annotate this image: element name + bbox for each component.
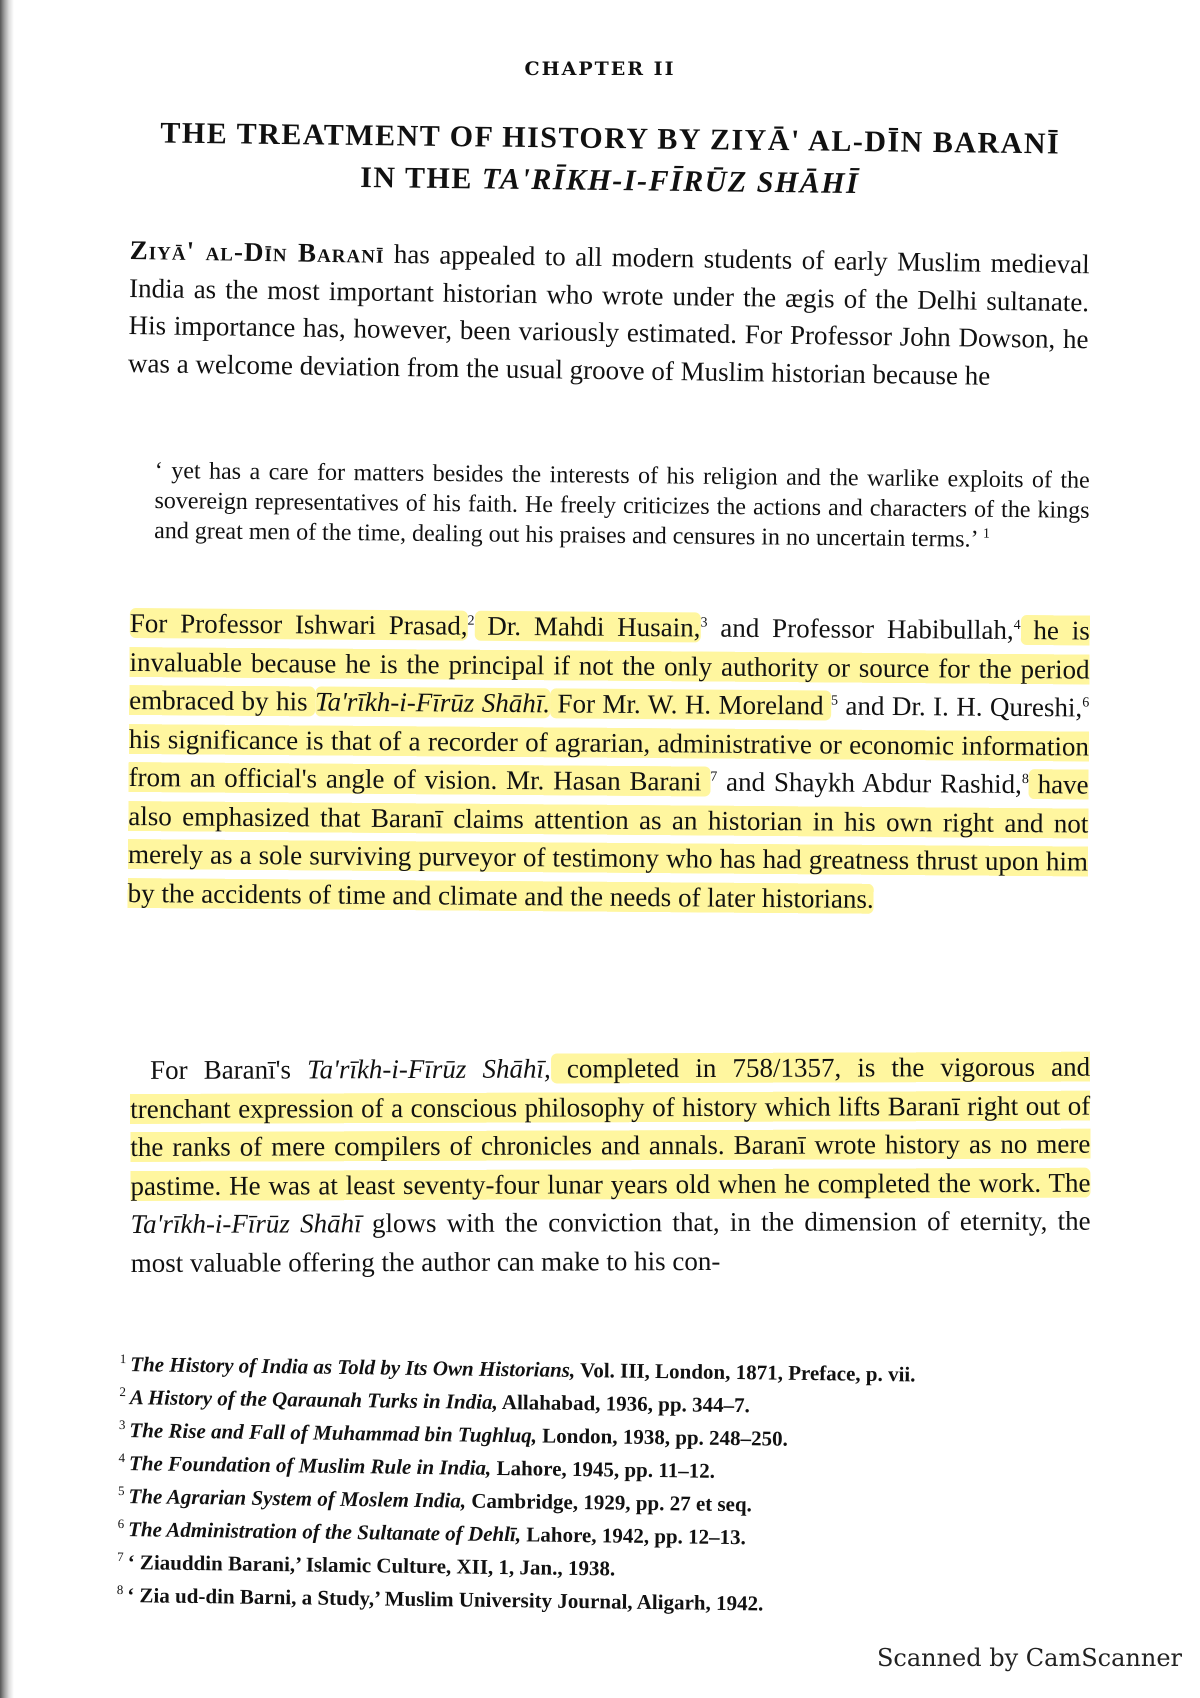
footnote-ref: 4 <box>1013 617 1021 633</box>
para2-text: For Professor Ishwari Prasad, <box>129 607 468 641</box>
footnote-details: ‘ Zia ud-din Barni, a Study,’ Muslim University Journal, Aligarh, 1942. <box>127 1583 764 1616</box>
footnote-ref: 1 <box>982 526 990 542</box>
para2-text: Dr. Mahdi Husain, <box>474 610 701 643</box>
footnotes <box>117 1345 1100 1622</box>
footnote-number: 7 <box>117 1548 124 1565</box>
para2-text: and Dr. I. H. Qureshi, <box>837 690 1083 723</box>
chapter-title <box>110 112 1111 208</box>
para2-text: he is invaluable because he is the principal if not the only authority or source for the period embraced by his <box>129 614 1090 717</box>
para2-text: his significance is that of a recorder of agrarian, administrative or economic information from an official's angle of vision. Mr. Hasan Barani <box>129 693 1090 797</box>
footnote-number: 1 <box>119 1350 127 1367</box>
footnote-number: 3 <box>118 1416 126 1433</box>
work-title: Ta'rīkh-i-Fīrūz Shāhī, <box>307 1053 551 1085</box>
footnote-details: Cambridge, 1929, pp. 27 et seq. <box>465 1488 753 1517</box>
para3-text: For Baranī's <box>150 1054 308 1085</box>
footnote-number: 4 <box>118 1449 126 1466</box>
para2-text: and Shaykh Abdur Rashid, <box>717 766 1022 800</box>
footnote-ref: 5 <box>830 693 839 709</box>
para3-text: completed in 758/1357, is the vigorous and trenchant expression of a conscious philosophy of history which lifts Baranī right out of the ranks of mere compilers of chronicles and annals. Baranī wrote history as no mere pastime. He was at least seventy-four lunar years old when he completed the work. The <box>130 1051 1091 1201</box>
paragraph-2 <box>128 604 1090 920</box>
para3-text: glows with the conviction that, in the dimension of eternity, the most valuable offering the author can make to his con- <box>130 1205 1091 1278</box>
para2-text: and Professor Habibullah, <box>707 612 1014 645</box>
footnote-details: Lahore, 1942, pp. 12–13. <box>520 1522 747 1550</box>
work-title: Ta'rīkh-i-Fīrūz Shāhī <box>130 1208 362 1239</box>
author-name: Ziyā' al-Dīn Baranī <box>129 234 385 269</box>
footnote-details: Allahabad, 1936, pp. 344–7. <box>497 1389 751 1418</box>
footnote-source: The Administration of the Sultanate of Dehlī, <box>127 1517 522 1547</box>
footnote-number: 8 <box>116 1581 124 1598</box>
work-title: Ta'rīkh-i-Fīrūz Shāhī. <box>314 686 551 719</box>
footnote-source: The History of India as Told by Its Own Historians, <box>130 1352 576 1382</box>
paragraph-3 <box>130 1048 1091 1282</box>
para2-text: For Mr. W. H. Moreland <box>549 688 832 721</box>
footnote-source: The Agrarian System of Moslem India, <box>128 1484 467 1513</box>
footnote-source: A History of the Qaraunah Turks in India, <box>129 1385 498 1414</box>
footnote-ref: 7 <box>710 769 718 785</box>
chapter-title-line1: THE TREATMENT OF HISTORY BY ZIYĀ' AL-DĪN BARANĪ <box>160 116 1061 161</box>
scanner-watermark: Scanned by CamScanner <box>876 1644 1182 1672</box>
chapter-label: CHAPTER II <box>524 58 676 80</box>
intro-text: has appealed to all modern students of early Muslim medieval India as the most important historian who wrote under the ægis of the Delhi sultanate. His importance has, however, been variously estimated. For Professor John Dowson, he was a welcome deviation from the usual groove of Muslim historian because he <box>127 238 1090 391</box>
block-quote <box>154 456 1090 556</box>
footnote-ref: 8 <box>1021 772 1029 788</box>
footnote-number: 6 <box>117 1515 125 1532</box>
footnote-details: ‘ Ziauddin Barani,’ Islamic Culture, XII, 1, Jan., 1938. <box>127 1550 616 1581</box>
footnote-source: The Rise and Fall of Muhammad bin Tughluq, <box>129 1418 538 1448</box>
chapter-title-prefix: IN THE <box>360 160 483 196</box>
intro-paragraph <box>128 232 1090 396</box>
footnote-ref: 2 <box>467 613 475 629</box>
footnote-ref: 3 <box>700 615 708 631</box>
para2-text: have also emphasized that Baranī claims attention as an historian in his own right and not merely as a sole surviving purveyor of testimony who has had greatness thrust upon him by the accidents of time and climate and the needs of later historians. <box>127 769 1089 914</box>
page-edge-shadow <box>0 0 14 1698</box>
footnote-source: The Foundation of Muslim Rule in India, <box>128 1451 492 1480</box>
footnote-details: Vol. III, London, 1871, Preface, p. vii. <box>575 1357 916 1387</box>
quote-text: ‘ yet has a care for matters besides the interests of his religion and the warlike exploits of the sovereign representatives of his faith. He freely criticizes the actions and characters of the kings and great men of the time, dealing out his praises and censures in no uncertain terms.’ <box>154 457 1090 553</box>
footnote-details: London, 1938, pp. 248–250. <box>536 1423 789 1451</box>
footnote-ref: 6 <box>1082 695 1090 711</box>
footnote-number: 2 <box>119 1383 126 1400</box>
chapter-title-work: TA'RĪKH-I-FĪRŪZ SHĀHĪ <box>481 162 860 201</box>
footnote-number: 5 <box>117 1482 125 1499</box>
footnote-details: Lahore, 1945, pp. 11–12. <box>491 1455 716 1483</box>
